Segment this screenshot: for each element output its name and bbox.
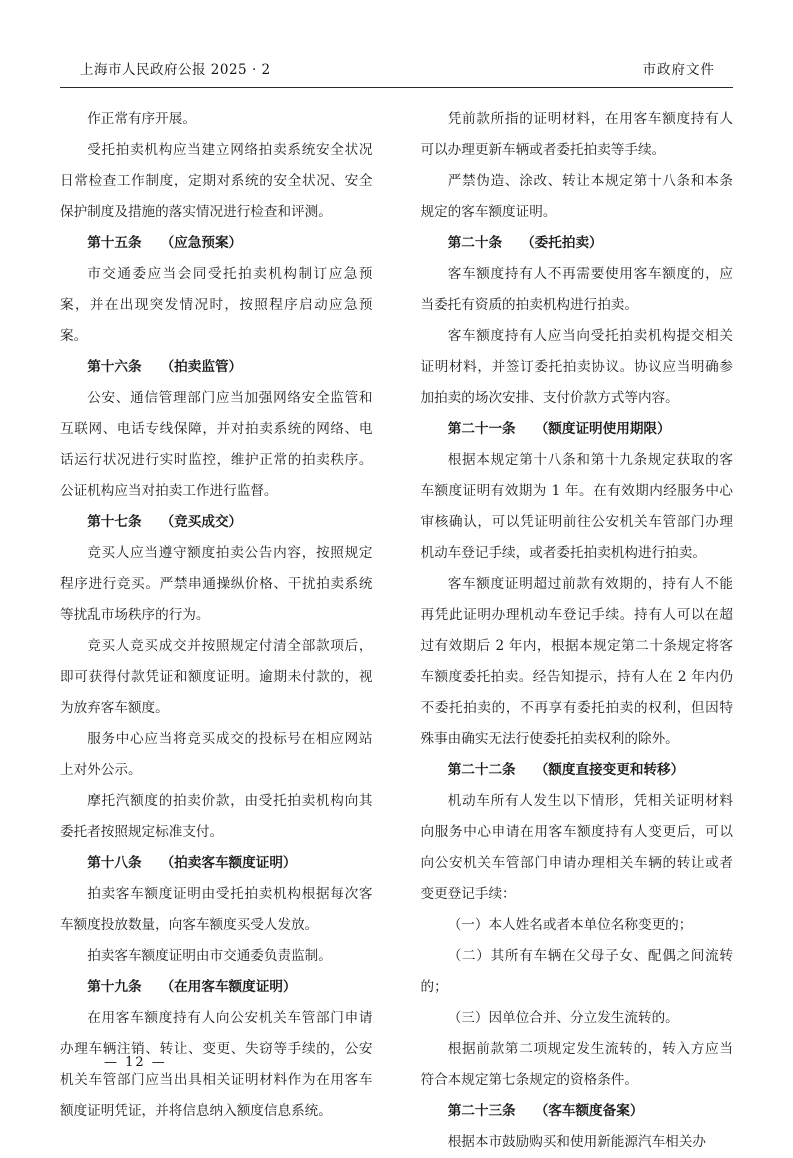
article-title: （拍卖客车额度证明） <box>160 855 297 871</box>
article-number: 第十八条 <box>87 855 142 871</box>
article-heading <box>60 972 373 1003</box>
paragraph: 在用客车额度持有人向公安机关车管部门申请办理车辆注销、转让、变更、失窃等手续的，公安机关车管部门应当出具相关证明材料作为在用客车额度证明凭证，并将信息纳入额度信息系统。 <box>60 1010 373 1119</box>
paragraph: 机动车所有人发生以下情形，凭相关证明材料向服务中心申请在用客车额度持有人变更后，可以向公安机关车管部门申请办理相关车辆的转让或者变更登记手续： <box>420 793 733 902</box>
paragraph: 摩托汽额度的拍卖价款，由受托拍卖机构向其委托者按照规定标准支付。 <box>60 793 373 840</box>
article-number: 第十六条 <box>87 359 142 375</box>
article-title: （在用客车额度证明） <box>160 979 297 995</box>
article-heading <box>421 414 734 445</box>
header-divider <box>60 87 733 88</box>
paragraph: 服务中心应当将竞买成交的投标号在相应网站上对外公示。 <box>60 731 373 778</box>
article-number: 第二十条 <box>447 235 503 251</box>
paragraph: 根据本市鼓励购买和使用新能源汽车相关办 <box>447 1134 706 1150</box>
article-number: 第十七条 <box>87 514 142 530</box>
paragraph: 根据本规定第十八条和第十九条规定获取的客车额度证明有效期为 1 年。在有效期内经服务中心审核确认，可以凭证明前往公安机关车管部门办理机动车登记手续，或者委托拍卖机构进行拍卖。 <box>420 452 733 561</box>
article-title: （客车额度备案） <box>534 1103 644 1119</box>
paragraph: 客车额度持有人应当向受托拍卖机构提交相关证明材料，并签订委托拍卖协议。协议应当明确参加拍卖的场次安排、支付价款方式等内容。 <box>420 328 733 406</box>
paragraph: 根据前款第二项规定发生流转的，转入方应当符合本规定第七条规定的资格条件。 <box>420 1041 733 1088</box>
paragraph: 竞买人应当遵守额度拍卖公告内容，按照规定程序进行竞买。严禁串通操纵价格、干扰拍卖系统等扰乱市场秩序的行为。 <box>60 545 373 623</box>
paragraph: 公安、通信管理部门应当加强网络安全监管和互联网、电话专线保障，并对拍卖系统的网络、电话运行状况进行实时监控，维护正常的拍卖秩序。公证机构应当对拍卖工作进行监督。 <box>60 390 373 499</box>
article-number: 第十九条 <box>87 979 142 995</box>
paragraph: 拍卖客车额度证明由市交通委负责监制。 <box>87 948 332 964</box>
paragraph: 竞买人竞买成交并按照规定付清全部款项后，即可获得付款凭证和额度证明。逾期未付款的，视为放弃客车额度。 <box>60 638 373 716</box>
article-title: （额度直接变更和转移） <box>534 762 685 778</box>
article-number: 第二十三条 <box>447 1103 516 1119</box>
article-title: （委托拍卖） <box>521 235 603 251</box>
article-heading <box>60 848 373 879</box>
paragraph: （二）其所有车辆在父母子女、配偶之间流转的； <box>420 948 733 995</box>
article-number: 第二十一条 <box>447 421 516 437</box>
article-heading <box>60 352 373 383</box>
paragraph: （三）因单位合并、分立发生流转的。 <box>447 1010 679 1026</box>
article-heading <box>60 507 373 538</box>
header-publication-title: 上海市人民政府公报 2025 · 2 <box>80 62 271 78</box>
article-heading <box>421 1096 734 1127</box>
paragraph: 拍卖客车额度证明由受托拍卖机构根据每次客车额度投放数量，向客车额度买受人发放。 <box>60 886 373 933</box>
paragraph: 客车额度持有人不再需要使用客车额度的，应当委托有资质的拍卖机构进行拍卖。 <box>420 266 733 313</box>
paragraph: 客车额度证明超过前款有效期的，持有人不能再凭此证明办理机动车登记手续。持有人可以在超过有效期后 2 年内，根据本规定第二十条规定将客车额度委托拍卖。经告知提示，持有人在 2 年内仍不委托拍卖的，不再享有委托拍卖的权利，但因特殊事由确实无法行使委托拍卖权利的除外。 <box>420 576 733 747</box>
paragraph: 作正常有序开展。 <box>87 111 196 127</box>
article-number: 第二十二条 <box>447 762 516 778</box>
article-title: （竞买成交） <box>160 514 243 530</box>
article-title: （额度证明使用期限） <box>534 421 671 437</box>
paragraph: 市交通委应当会同受托拍卖机构制订应急预案，并在出现突发情况时，按照程序启动应急预案。 <box>60 266 373 344</box>
page-header <box>60 58 733 78</box>
article-heading <box>421 755 734 786</box>
paragraph: 凭前款所指的证明材料，在用客车额度持有人可以办理更新车辆或者委托拍卖等手续。 <box>420 111 733 158</box>
article-title: （拍卖监管） <box>160 359 243 375</box>
article-title: （应急预案） <box>160 235 243 251</box>
paragraph: 严禁伪造、涂改、转让本规定第十八条和本条规定的客车额度证明。 <box>420 173 733 220</box>
paragraph: （一）本人姓名或者本单位名称变更的； <box>447 917 693 933</box>
paragraph: 受托拍卖机构应当建立网络拍卖系统安全状况日常检查工作制度，定期对系统的安全状况、安全保护制度及措施的落实情况进行检查和评测。 <box>60 142 373 220</box>
article-heading <box>60 228 373 259</box>
header-section-title: 市政府文件 <box>642 62 715 78</box>
article-heading <box>421 228 734 259</box>
article-number: 第十五条 <box>87 235 142 251</box>
page-number: — 12 — <box>104 1055 167 1070</box>
right-column <box>397 104 734 1150</box>
